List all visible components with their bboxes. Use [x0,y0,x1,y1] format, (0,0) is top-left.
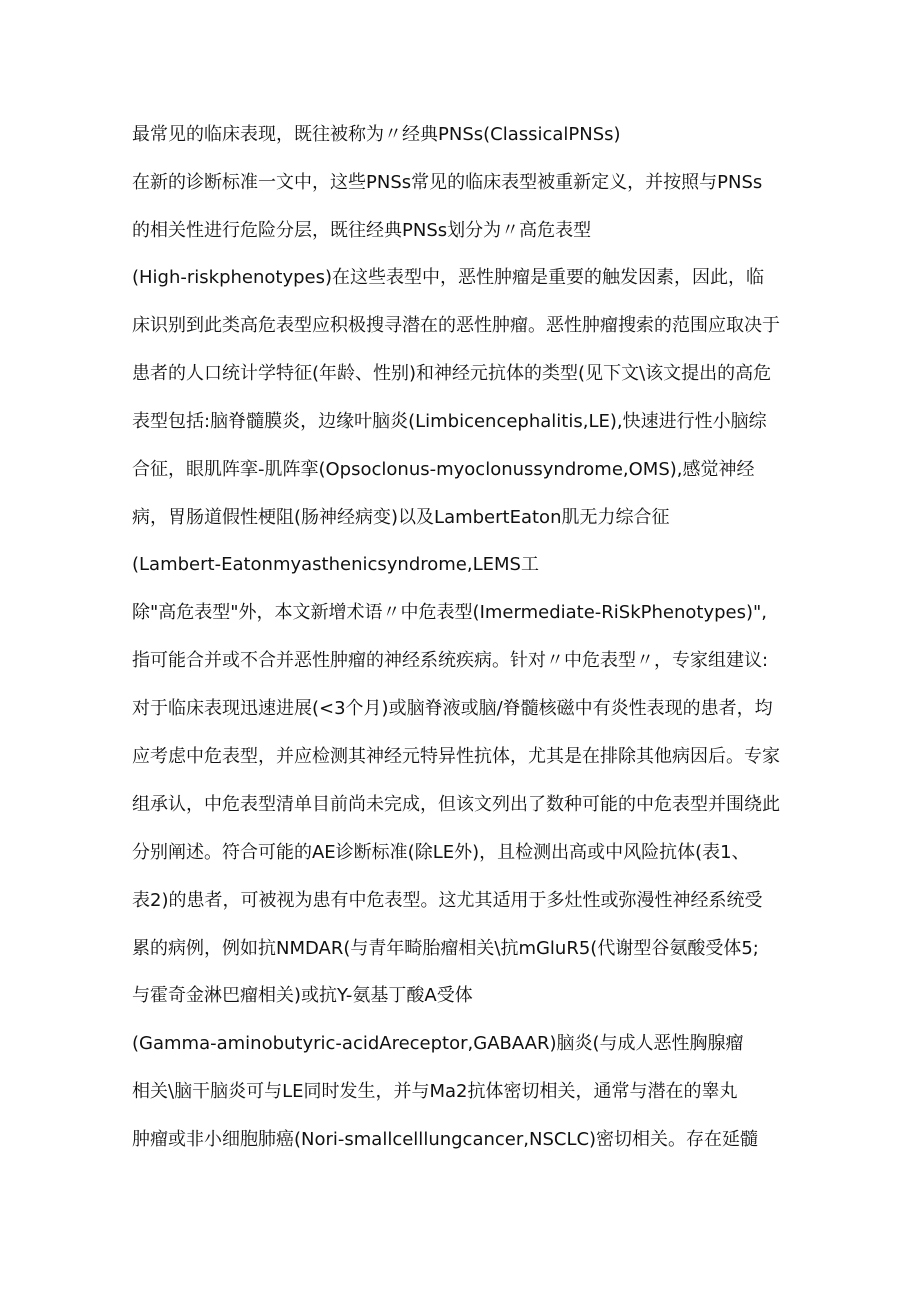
text-line: 合征，眼肌阵挛-肌阵挛(Opsoclonus-myoclonussyndrome,OMS),感觉神经 [132,459,755,480]
text-line: 对于临床表现迅速进展(<3个月)或脑脊液或脑/脊髓核磁中有炎性表现的患者，均 [132,698,773,719]
text-line: 与霍奇金淋巴瘤相关)或抗Y-氨基丁酸A受体 [132,985,473,1006]
text-line: 的相关性进行危险分层，既往经典PNSs划分为〃高危表型 [132,220,592,241]
text-line: 累的病例，例如抗NMDAR(与青年畸胎瘤相关\抗mGluR5(代谢型谷氨酸受体5; [132,938,759,959]
text-line: (High-riskphenotypes)在这些表型中，恶性肿瘤是重要的触发因素，因此，临 [132,267,765,288]
text-line: 组承认，中危表型清单目前尚未完成，但该文列出了数种可能的中危表型并围绕此 [132,794,780,815]
text-line: 相关\脑干脑炎可与LE同时发生，并与Ma2抗体密切相关，通常与潜在的睾丸 [132,1081,738,1102]
text-line: (Lambert-Eatonmyasthenicsyndrome,LEMS工 [132,554,539,575]
text-line: 肿瘤或非小细胞肺癌(Nori-smallcelllungcancer,NSCLC)密切相关。存在延髓 [132,1129,759,1150]
text-line: 指可能合并或不合并恶性肿瘤的神经系统疾病。针对〃中危表型〃，专家组建议: [132,650,769,671]
text-line: (Gamma-aminobutyric-acidAreceptor,GABAAR)脑炎(与成人恶性胸腺瘤 [132,1033,744,1054]
text-line: 分别阐述。符合可能的AE诊断标准(除LE外)，且检测出高或中风险抗体(表1、 [132,842,750,863]
text-line: 病，胃肠道假性梗阻(肠神经病变)以及LambertEaton肌无力综合征 [132,507,670,528]
text-line: 表2)的患者，可被视为患有中危表型。这尤其适用于多灶性或弥漫性神经系统受 [132,890,763,911]
text-line: 床识别到此类高危表型应积极搜寻潜在的恶性肿瘤。恶性肿瘤搜索的范围应取决于 [132,315,780,336]
text-line: 表型包括:脑脊髓膜炎，边缘叶脑炎(Limbicencephalitis,LE),快速进行性小脑综 [132,411,767,432]
text-line: 在新的诊断标准一文中，这些PNSs常见的临床表型被重新定义，并按照与PNSs [132,172,763,193]
text-line: 最常见的临床表现，既往被称为〃经典PNSs(ClassicalPNSs) [132,124,621,145]
text-line: 除"高危表型"外，本文新增术语〃中危表型(Imermediate-RiSkPhenotypes)", [132,602,767,623]
text-line: 患者的人口统计学特征(年龄、性别)和神经元抗体的类型(见下文\该文提出的高危 [132,363,772,384]
text-line: 应考虑中危表型，并应检测其神经元特异性抗体，尤其是在排除其他病因后。专家 [132,746,780,767]
